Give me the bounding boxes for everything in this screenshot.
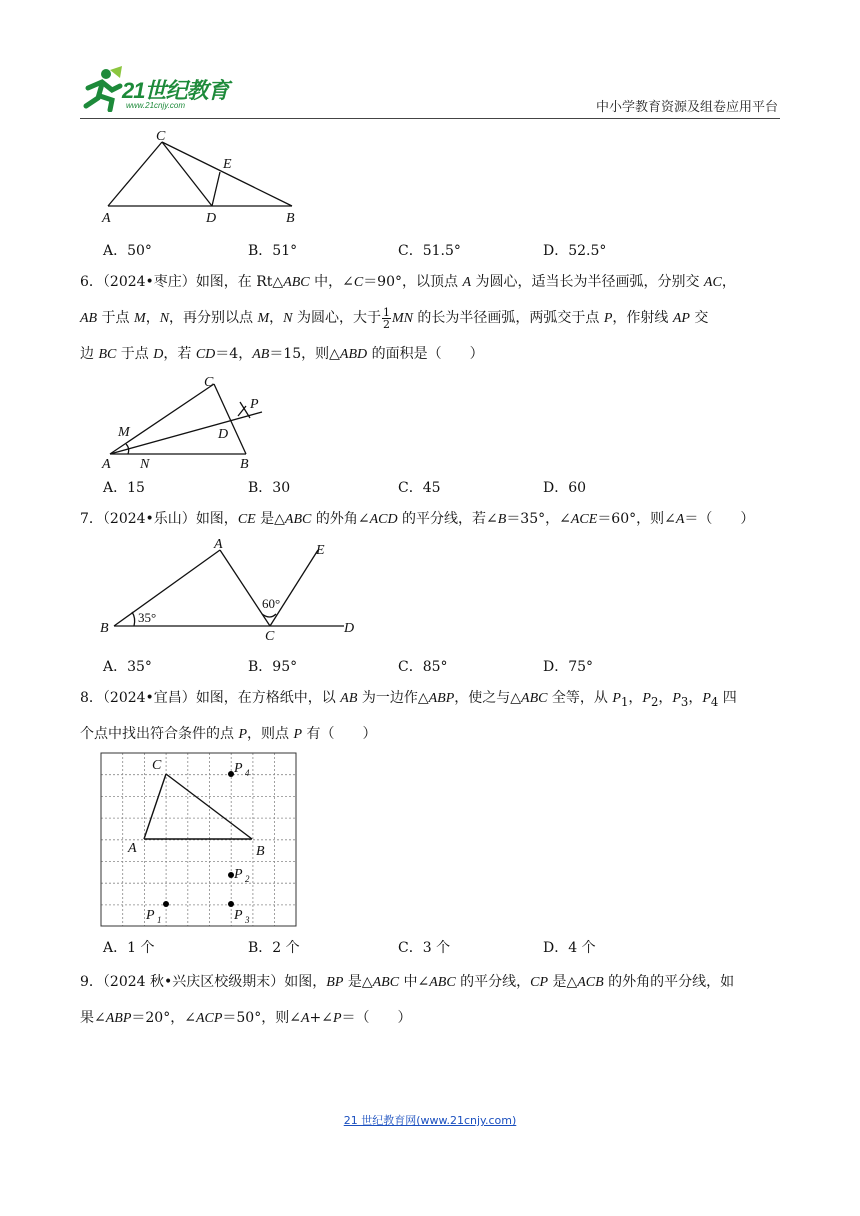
q8-option-d[interactable]: D．4 个 bbox=[543, 940, 596, 956]
q6-text-run: ＝4， bbox=[215, 346, 253, 362]
q6-text-run: ， bbox=[269, 310, 284, 326]
q6-var: AB bbox=[80, 311, 98, 326]
q7-option-c[interactable]: C．85° bbox=[398, 659, 448, 675]
q8-text-run: 个点中找出符合条件的点 bbox=[80, 726, 239, 742]
q9-text-run: 果∠ bbox=[80, 1010, 106, 1026]
q6-var: M bbox=[134, 311, 146, 326]
q5-options bbox=[103, 240, 803, 260]
q6-options bbox=[103, 477, 803, 497]
q6-text bbox=[80, 264, 780, 372]
q8-label-p2-sub: 2 bbox=[245, 874, 250, 884]
q8-label-p1: P bbox=[146, 908, 155, 923]
q6-var: ABD bbox=[339, 347, 368, 362]
logo-url: www.21cnjy.com bbox=[126, 101, 185, 110]
q6-text-run: 为圆心，适当长为半径画弧，分别交 bbox=[471, 274, 704, 290]
q7-var: ACD bbox=[369, 512, 398, 527]
q6-var: N bbox=[283, 311, 293, 326]
q7-text-run: ＝（ ） bbox=[684, 511, 755, 527]
q6-frac-den: 2 bbox=[382, 317, 390, 331]
q6-var: BC bbox=[98, 347, 117, 362]
q9-var: ACP bbox=[195, 1011, 223, 1026]
q6-label-d: D bbox=[218, 427, 229, 442]
header-divider bbox=[80, 118, 780, 119]
q8-text bbox=[80, 680, 780, 752]
q6-var: C bbox=[353, 275, 364, 290]
q7-var: B bbox=[497, 512, 507, 527]
q9-text-run: ＝50°，则∠ bbox=[222, 1010, 301, 1026]
q8-options bbox=[103, 937, 803, 957]
q8-label-p3: P bbox=[234, 908, 243, 923]
q6-var: MN bbox=[391, 311, 413, 326]
q8-sub: 2 bbox=[650, 694, 659, 709]
q8-option-b[interactable]: B．2 个 bbox=[248, 940, 300, 956]
q6-text-run: 交 bbox=[689, 310, 709, 326]
q6-text-run: 为圆心，大于 bbox=[292, 310, 381, 326]
q9-text-run: 的外角的平分线，如 bbox=[603, 974, 735, 990]
q7-options bbox=[103, 656, 803, 676]
q6-label-m: M bbox=[118, 425, 130, 440]
q7-text-run: ＝60°，则∠ bbox=[597, 511, 676, 527]
q8-label-p1-sub: 1 bbox=[157, 915, 162, 925]
q9-var: ABC bbox=[429, 975, 456, 990]
q9-number: 9． bbox=[80, 974, 103, 990]
q7-label-c: C bbox=[265, 629, 275, 640]
platform-title: 中小学教育资源及组卷应用平台 bbox=[595, 100, 778, 115]
q6-var: AC bbox=[703, 275, 722, 290]
q9-text-run: 的平分线， bbox=[455, 974, 531, 990]
q6-text-run: ＝15，则△ bbox=[269, 346, 340, 362]
q8-label-b: B bbox=[256, 844, 265, 859]
q8-option-a[interactable]: A．1 个 bbox=[103, 940, 155, 956]
q5-option-b[interactable]: B．51° bbox=[248, 243, 298, 259]
q6-var: AB bbox=[252, 347, 270, 362]
q6-var: A bbox=[462, 275, 472, 290]
q7-text bbox=[80, 501, 780, 537]
q9-text-run: ＝（ ） bbox=[341, 1010, 412, 1026]
q6-var: P bbox=[603, 311, 613, 326]
q9-text-run: 中∠ bbox=[399, 974, 430, 990]
q5-label-c: C bbox=[156, 129, 166, 144]
q6-text-run: ， bbox=[721, 274, 736, 290]
q7-number: 7． bbox=[80, 511, 103, 527]
q5-label-b: B bbox=[286, 211, 295, 226]
q9-var: A bbox=[300, 1011, 310, 1026]
q8-text-run: 全等，从 bbox=[547, 690, 613, 706]
q9-var: P bbox=[332, 1011, 342, 1026]
q7-label-a: A bbox=[214, 537, 223, 552]
q8-text-run: ， bbox=[658, 690, 673, 706]
q6-text-run: ， bbox=[145, 310, 160, 326]
q6-text-run: ，若 bbox=[163, 346, 196, 362]
q8-grid-figure bbox=[100, 752, 298, 928]
q8-text-run: ， bbox=[688, 690, 703, 706]
q7-label-d: D bbox=[344, 621, 355, 636]
q9-text bbox=[80, 964, 780, 1036]
q9-var: ACB bbox=[577, 975, 604, 990]
q9-text-run: 是△ bbox=[548, 974, 578, 990]
q7-angle-60: 60° bbox=[262, 596, 281, 611]
q6-option-b[interactable]: B．30 bbox=[248, 480, 291, 496]
q8-var: ABP bbox=[428, 691, 455, 706]
q8-label-p4-sub: 4 bbox=[245, 768, 250, 778]
q7-source: （2024•乐山） bbox=[102, 511, 196, 527]
q6-option-a[interactable]: A．15 bbox=[103, 480, 145, 496]
q6-label-p: P bbox=[250, 397, 259, 412]
runner-logo-icon bbox=[80, 66, 124, 112]
q8-text-run: ， bbox=[628, 690, 643, 706]
q6-var: ABC bbox=[283, 275, 310, 290]
q8-label-p3-sub: 3 bbox=[245, 915, 250, 925]
q8-label-p2: P bbox=[234, 867, 243, 882]
q9-source: （2024 秋•兴庆区校级期末） bbox=[102, 974, 285, 990]
q5-option-c[interactable]: C．51.5° bbox=[398, 243, 461, 259]
q8-var: AB bbox=[340, 691, 358, 706]
q5-label-e: E bbox=[223, 157, 232, 172]
q6-label-n: N bbox=[140, 457, 150, 472]
q8-sub: 3 bbox=[680, 694, 689, 709]
q6-text-run: 的面积是（ ） bbox=[367, 346, 484, 362]
q7-label-e: E bbox=[316, 543, 325, 558]
q9-text-run: 是△ bbox=[343, 974, 373, 990]
q6-figure bbox=[100, 372, 270, 472]
q6-text-run: ＝90°，以顶点 bbox=[363, 274, 463, 290]
q7-text-run: 的外角∠ bbox=[311, 511, 370, 527]
q7-text-run: 的平分线，若∠ bbox=[397, 511, 498, 527]
q5-label-d: D bbox=[206, 211, 217, 226]
footer-link[interactable]: 21 世纪教育网(www.21cnjy.com) bbox=[343, 1114, 517, 1127]
q9-var: ABC bbox=[372, 975, 400, 990]
q6-fraction bbox=[382, 307, 391, 330]
q6-text-run: 于点 bbox=[97, 310, 135, 326]
q6-var: AP bbox=[672, 311, 690, 326]
q8-var: P bbox=[612, 691, 621, 706]
q6-var: M bbox=[257, 311, 270, 326]
q6-option-c[interactable]: C．45 bbox=[398, 480, 441, 496]
q5-label-a: A bbox=[102, 211, 111, 226]
q8-text-run: 如图，在方格纸中，以 bbox=[195, 690, 341, 706]
q8-label-c: C bbox=[152, 758, 162, 773]
q6-text-run: 如图，在 Rt△ bbox=[195, 274, 284, 290]
q8-text-run: 四 bbox=[718, 690, 737, 706]
q6-option-d[interactable]: D．60 bbox=[543, 480, 587, 496]
q5-option-d[interactable]: D．52.5° bbox=[543, 243, 607, 259]
q7-text-run: ＝35°，∠ bbox=[506, 511, 571, 527]
q9-text-run: +∠ bbox=[309, 1010, 333, 1026]
q7-option-a[interactable]: A．35° bbox=[103, 659, 152, 675]
q8-var: P bbox=[238, 727, 248, 742]
q7-angle-35: 35° bbox=[138, 610, 157, 625]
q6-number: 6． bbox=[80, 274, 103, 290]
page-header bbox=[80, 66, 780, 118]
logo bbox=[80, 66, 250, 114]
q7-var: CE bbox=[237, 512, 256, 527]
q6-text-run: 于点 bbox=[116, 346, 154, 362]
q9-var: ABP bbox=[105, 1011, 132, 1026]
q9-var: BP bbox=[326, 975, 344, 990]
q5-figure bbox=[100, 126, 310, 226]
q8-label-a: A bbox=[128, 841, 137, 856]
q9-text-run: 如图， bbox=[284, 974, 327, 990]
q7-text-run: 是△ bbox=[255, 511, 285, 527]
q7-option-b[interactable]: B．95° bbox=[248, 659, 298, 675]
q7-option-d[interactable]: D．75° bbox=[543, 659, 594, 675]
q8-label-p4: P bbox=[234, 761, 243, 776]
q8-option-c[interactable]: C．3 个 bbox=[398, 940, 451, 956]
q7-var: A bbox=[675, 512, 685, 527]
q8-number: 8． bbox=[80, 690, 103, 706]
q6-text-run: 中，∠ bbox=[309, 274, 354, 290]
q6-var: D bbox=[153, 347, 164, 362]
q8-sub: 4 bbox=[710, 694, 719, 709]
q5-option-a[interactable]: A．50° bbox=[103, 243, 152, 259]
q8-text-run: 为一边作△ bbox=[357, 690, 429, 706]
q6-source: （2024•枣庄） bbox=[102, 274, 196, 290]
q8-source: （2024•宜昌） bbox=[102, 690, 196, 706]
q8-text-run: ，使之与△ bbox=[454, 690, 522, 706]
q9-text-run: ＝20°，∠ bbox=[131, 1010, 196, 1026]
q6-label-a: A bbox=[102, 457, 111, 472]
q6-text-run: 边 bbox=[80, 346, 99, 362]
q9-var: CP bbox=[530, 975, 549, 990]
logo-text: 21世纪教育 bbox=[122, 78, 229, 103]
q6-var: CD bbox=[195, 347, 216, 362]
q6-label-b: B bbox=[240, 457, 249, 472]
q7-text-run: 如图， bbox=[195, 511, 238, 527]
q7-var: ABC bbox=[284, 512, 312, 527]
q8-var: P bbox=[672, 691, 681, 706]
q8-var: P bbox=[702, 691, 711, 706]
q6-text-run: 的长为半径画弧，两弧交于点 bbox=[412, 310, 604, 326]
q6-var: N bbox=[159, 311, 170, 326]
q8-sub: 1 bbox=[620, 694, 629, 709]
q8-text-run: ，则点 bbox=[247, 726, 294, 742]
q8-var: ABC bbox=[521, 691, 548, 706]
q7-figure bbox=[98, 536, 368, 640]
q7-label-b: B bbox=[100, 621, 109, 636]
q6-label-c: C bbox=[204, 375, 214, 390]
q6-text-run: ，再分别以点 bbox=[169, 310, 258, 326]
q8-var: P bbox=[293, 727, 303, 742]
q8-var: P bbox=[642, 691, 651, 706]
q8-text-run: 有（ ） bbox=[302, 726, 377, 742]
q6-frac-num: 1 bbox=[382, 305, 390, 319]
q7-var: ACE bbox=[570, 512, 598, 527]
q6-text-run: ，作射线 bbox=[612, 310, 673, 326]
